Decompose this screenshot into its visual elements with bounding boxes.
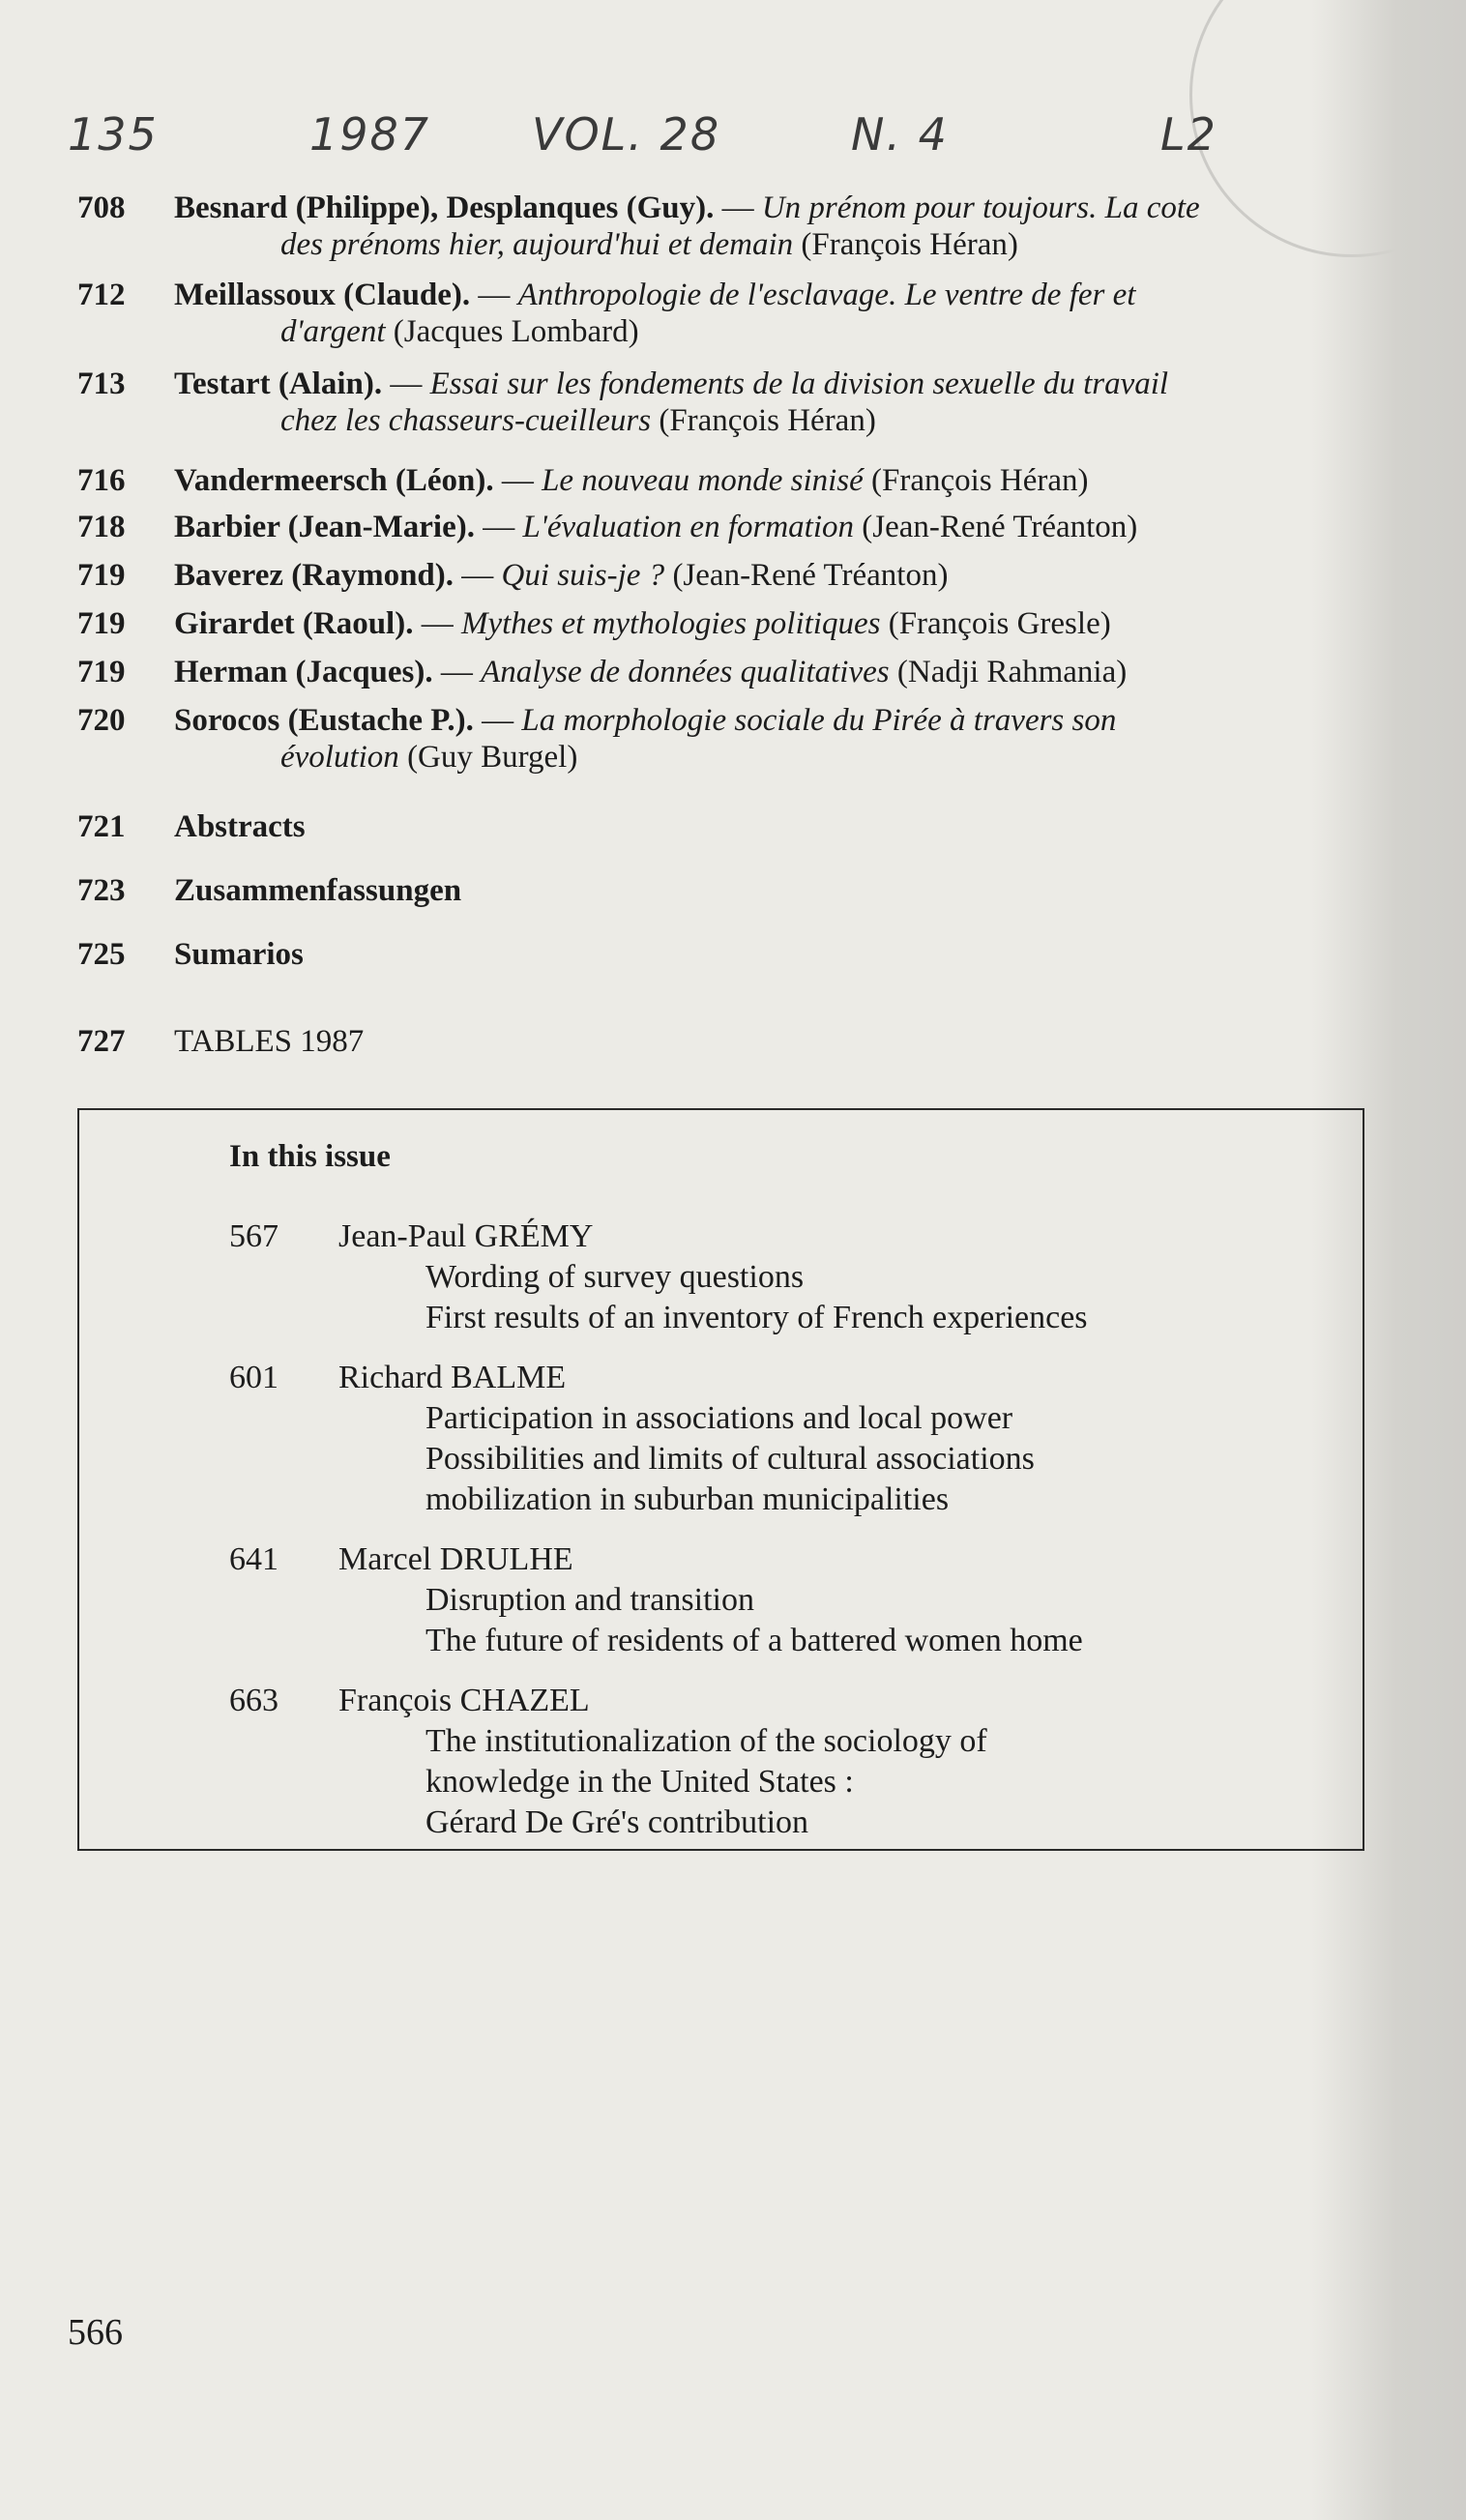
toc-page: 723 — [77, 873, 126, 908]
issue-author: Jean-Paul GRÉMY — [338, 1218, 594, 1254]
handwritten-year: 1987 — [309, 108, 431, 161]
issue-page: 641 — [229, 1541, 279, 1577]
toc-reviewer: (François Gresle) — [888, 606, 1111, 641]
toc-tables-label: TABLES 1987 — [174, 1024, 365, 1059]
toc-page: 725 — [77, 937, 126, 972]
issue-title-line: The future of residents of a battered women home — [425, 1623, 1083, 1658]
toc-page: 719 — [77, 558, 126, 593]
toc-page: 720 — [77, 703, 126, 738]
toc-section-label: Abstracts — [174, 809, 306, 844]
toc-author: Girardet (Raoul). — [174, 606, 414, 641]
issue-title-line: Gérard De Gré's contribution — [425, 1804, 809, 1840]
issue-title-line: First results of an inventory of French experiences — [425, 1300, 1088, 1335]
toc-title: Analyse de données qualitatives — [481, 655, 890, 689]
toc-title: Anthropologie de l'esclavage. Le ventre de fer et — [517, 278, 1136, 312]
toc-title: Un prénom pour toujours. La cote — [761, 190, 1200, 225]
toc-page: 719 — [77, 606, 126, 641]
toc-author: Barbier (Jean-Marie). — [174, 510, 475, 544]
toc-author: Meillassoux (Claude). — [174, 278, 471, 312]
handwritten-number: N. 4 — [851, 108, 949, 161]
toc-author: Testart (Alain). — [174, 366, 383, 401]
toc-author: Baverez (Raymond). — [174, 558, 454, 593]
toc-reviewer: (Jacques Lombard) — [393, 314, 639, 349]
issue-page: 567 — [229, 1218, 279, 1254]
issue-title-line: knowledge in the United States : — [425, 1764, 854, 1800]
toc-page: 721 — [77, 809, 126, 844]
toc-page: 712 — [77, 278, 126, 312]
toc-section-label: Sumarios — [174, 937, 304, 972]
toc-title: Essai sur les fondements de la division sexuelle du travail — [429, 366, 1169, 401]
in-this-issue-heading: In this issue — [229, 1139, 391, 1174]
toc-page: 713 — [77, 366, 126, 401]
toc-section-label: Zusammenfassungen — [174, 873, 462, 908]
toc-author: Sorocos (Eustache P.). — [174, 703, 474, 738]
issue-page: 663 — [229, 1683, 279, 1718]
issue-author: Richard BALME — [338, 1360, 567, 1395]
toc-title-cont: évolution — [280, 740, 399, 775]
toc-page: 718 — [77, 510, 126, 544]
toc-reviewer: (François Héran) — [801, 227, 1018, 262]
handwritten-initials: L2 — [1160, 108, 1217, 161]
handwritten-header — [68, 108, 1228, 186]
toc-reviewer: (Jean-René Tréanton) — [672, 558, 949, 593]
toc-title: Mythes et mythologies politiques — [460, 606, 881, 641]
toc-author: Vandermeersch (Léon). — [174, 463, 494, 498]
toc-author: Herman (Jacques). — [174, 655, 433, 689]
toc-page: 727 — [77, 1024, 126, 1059]
toc-page: 719 — [77, 655, 126, 689]
toc-author: Besnard (Philippe), Desplanques (Guy). — [174, 190, 715, 225]
toc-title: Le nouveau monde sinisé — [542, 463, 864, 498]
toc-reviewer: (Guy Burgel) — [407, 740, 578, 775]
toc-page: 708 — [77, 190, 126, 225]
issue-title-line: Possibilities and limits of cultural associations — [425, 1441, 1035, 1477]
toc-reviewer: (François Héran) — [871, 463, 1089, 498]
toc-title-cont: chez les chasseurs-cueilleurs — [280, 403, 652, 438]
page-number: 566 — [68, 2312, 123, 2353]
handwritten-issue-no: 135 — [68, 108, 159, 161]
toc-title-cont: d'argent — [280, 314, 386, 349]
issue-page: 601 — [229, 1360, 279, 1395]
in-this-issue-box — [77, 1108, 1364, 1851]
issue-author: Marcel DRULHE — [338, 1541, 573, 1577]
toc-reviewer: (Jean-René Tréanton) — [862, 510, 1138, 544]
issue-title-line: The institutionalization of the sociology of — [425, 1723, 987, 1759]
toc-title: La morphologie sociale du Pirée à travers son — [521, 703, 1117, 738]
issue-title-line: mobilization in suburban municipalities — [425, 1481, 950, 1517]
issue-title-line: Disruption and transition — [425, 1582, 754, 1618]
toc-reviewer: (Nadji Rahmania) — [896, 655, 1128, 689]
toc-title: L'évaluation en formation — [522, 510, 855, 544]
issue-title-line: Participation in associations and local power — [425, 1400, 1013, 1436]
toc-page: 716 — [77, 463, 126, 498]
toc-title-cont: des prénoms hier, aujourd'hui et demain — [280, 227, 794, 262]
handwritten-volume: VOL. 28 — [532, 108, 721, 161]
toc-title: Qui suis-je ? — [501, 558, 665, 593]
issue-author: François CHAZEL — [338, 1683, 590, 1718]
issue-title-line: Wording of survey questions — [425, 1259, 805, 1295]
toc-reviewer: (François Héran) — [659, 403, 876, 438]
